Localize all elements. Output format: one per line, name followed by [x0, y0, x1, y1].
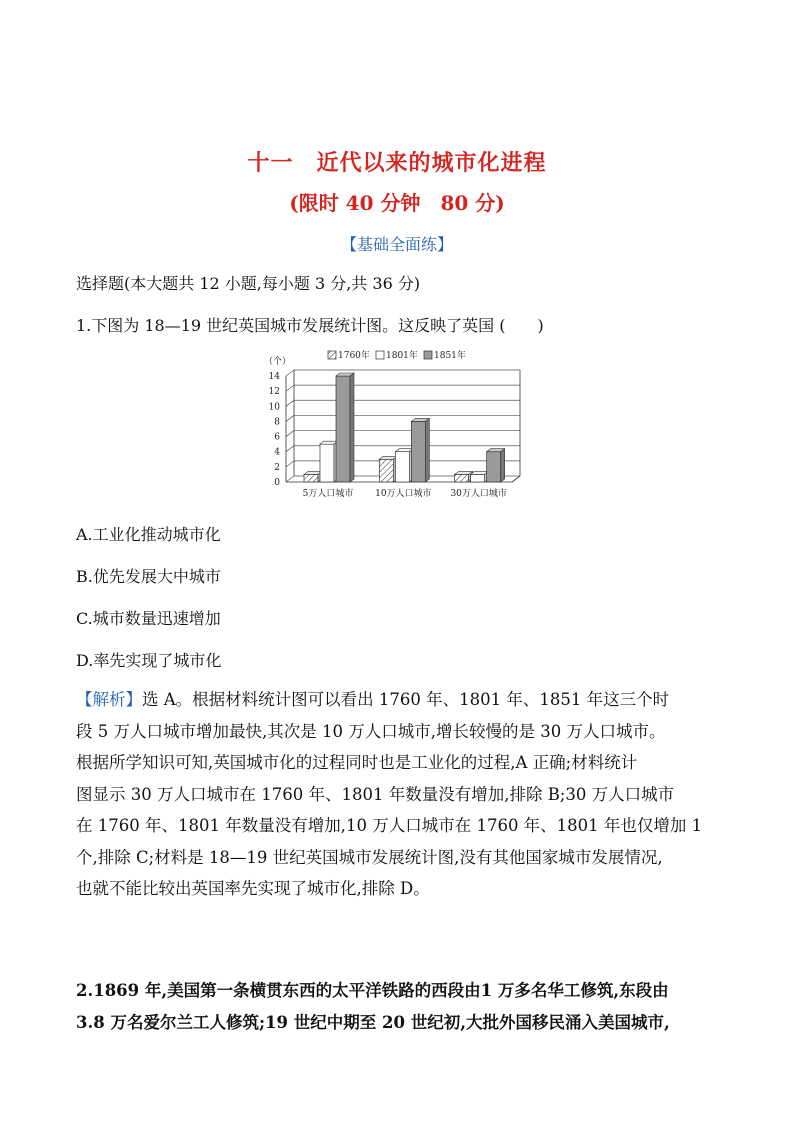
legend-entry: 1760年: [338, 351, 370, 361]
analysis-label: 【解析】: [76, 690, 142, 709]
gridline-depth: [286, 415, 294, 421]
gridline-depth: [286, 370, 294, 376]
analysis-line: 个,排除 C;材料是 18—19 世纪英国城市发展统计图,没有其他国家城市发展情况,: [76, 847, 663, 867]
y-tick-label: 12: [268, 387, 280, 398]
option-c[interactable]: C.城市数量迅速增加: [76, 609, 221, 628]
gridline-depth: [286, 400, 294, 406]
city-growth-bar-chart: [262, 346, 532, 502]
bar: [320, 444, 334, 482]
legend-swatch: [376, 351, 384, 359]
legend-swatch: [424, 351, 432, 359]
gridline-depth: [286, 476, 294, 482]
y-tick-label: 10: [268, 402, 280, 413]
x-tick-label: 10万人口城市: [375, 489, 432, 499]
section-heading: 【基础全面练】: [340, 235, 453, 254]
option-d[interactable]: D.率先实现了城市化: [76, 651, 222, 670]
gridline-depth: [286, 446, 294, 452]
question-intro: 选择题(本大题共 12 小题,每小题 3 分,共 36 分): [76, 274, 421, 293]
bar: [336, 376, 350, 482]
y-axis-label: （个）: [264, 357, 292, 367]
bar: [395, 452, 409, 482]
bar: [471, 474, 485, 482]
bar-side: [501, 449, 505, 482]
bar: [411, 421, 425, 482]
legend-swatch: [328, 351, 336, 359]
option-b[interactable]: B.优先发展大中城市: [76, 567, 221, 586]
bar: [487, 452, 501, 482]
analysis-line: 段 5 万人口城市增加最快,其次是 10 万人口城市,增长较慢的是 30 万人口城市。: [76, 721, 666, 741]
bar: [455, 474, 469, 482]
option-a[interactable]: A.工业化推动城市化: [76, 525, 221, 544]
y-tick-label: 4: [274, 447, 280, 458]
question-1-stem: 1.下图为 18—19 世纪英国城市发展统计图。这反映了英国 ( ): [76, 316, 544, 335]
question-2-line: 2.1869 年,美国第一条横贯东西的太平洋铁路的西段由1 万多名华工修筑,东段由: [76, 981, 669, 1000]
page-subtitle: (限时 40 分钟 80 分): [289, 191, 505, 215]
analysis-line: 也就不能比较出英国率先实现了城市化,排除 D。: [76, 879, 430, 898]
analysis-block: [76, 684, 726, 905]
analysis-line: 图显示 30 万人口城市在 1760 年、1801 年数量没有增加,排除 B;30 万人口城市: [76, 784, 675, 804]
page-title: 十一 近代以来的城市化进程: [247, 150, 547, 176]
analysis-line: 【解析】选 A。根据材料统计图可以看出 1760 年、1801 年、1851 年这三个时: [76, 690, 670, 709]
legend-entry: 1851年: [434, 351, 466, 361]
y-tick-label: 14: [268, 372, 280, 382]
gridline-depth: [286, 385, 294, 391]
x-tick-label: 5万人口城市: [302, 489, 354, 499]
bar: [379, 459, 393, 482]
gridline-depth: [286, 431, 294, 437]
y-tick-label: 2: [274, 462, 280, 473]
x-tick-label: 30万人口城市: [450, 489, 507, 499]
y-tick-label: 8: [274, 417, 280, 428]
bar: [304, 474, 318, 482]
legend-entry: 1801年: [386, 351, 418, 361]
y-tick-label: 6: [274, 432, 280, 443]
gridline-depth: [286, 461, 294, 467]
question-2-line: 3.8 万名爱尔兰工人修筑;19 世纪中期至 20 世纪初,大批外国移民涌入美国城市,: [76, 1012, 670, 1032]
bar-side: [425, 418, 429, 482]
analysis-line: 在 1760 年、1801 年数量没有增加,10 万人口城市在 1760 年、1801 年也仅增加 1: [76, 816, 703, 835]
floor-edge: [512, 476, 520, 482]
analysis-line: 根据所学知识可知,英国城市化的过程同时也是工业化的过程,A 正确;材料统计: [76, 753, 638, 772]
y-tick-label: 0: [274, 478, 280, 488]
bar-side: [350, 373, 354, 482]
question-2-stem: [76, 975, 726, 1038]
